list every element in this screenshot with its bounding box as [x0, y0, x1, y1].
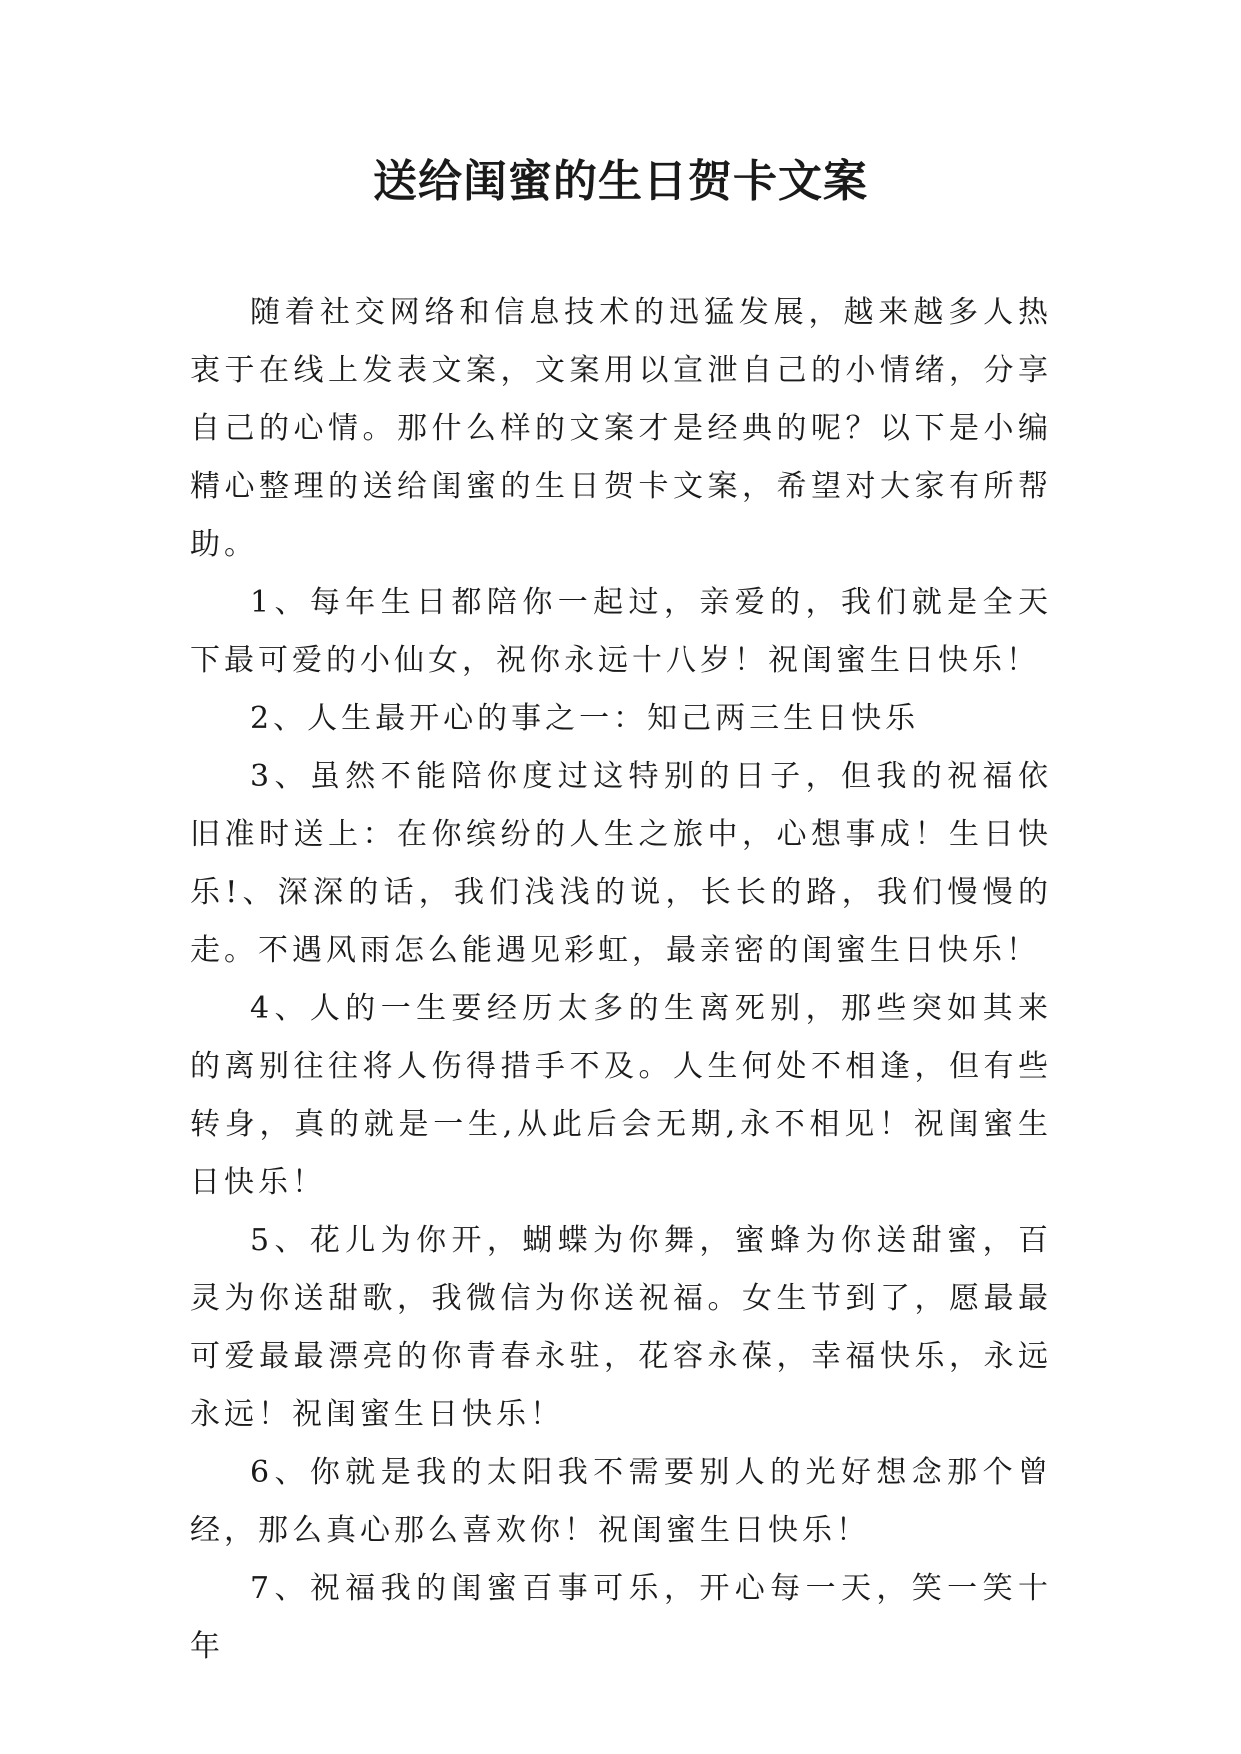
intro-section: [190, 284, 1052, 574]
list-item: 7、祝福我的闺蜜百事可乐，开心每一天，笑一笑十年: [190, 1571, 1052, 1664]
wishes-list: [190, 574, 1052, 1676]
list-item: 1、每年生日都陪你一起过，亲爱的，我们就是全天下最可爱的小仙女，祝你永远十八岁！祝闺蜜生日快乐！: [190, 585, 1052, 678]
list-item: 3、虽然不能陪你度过这特别的日子，但我的祝福依旧准时送上：在你缤纷的人生之旅中，心想事成！生日快乐!、深深的话，我们浅浅的说，长长的路，我们慢慢的走。不遇风雨怎么能遇见彩虹，最亲密的闺蜜生日快乐！: [190, 759, 1052, 968]
list-item: 5、花儿为你开，蝴蝶为你舞，蜜蜂为你送甜蜜，百灵为你送甜歌，我微信为你送祝福。女生节到了，愿最最可爱最最漂亮的你青春永驻，花容永葆，幸福快乐，永远永远！祝闺蜜生日快乐！: [190, 1223, 1052, 1432]
list-item: 6、你就是我的太阳我不需要别人的光好想念那个曾经，那么真心那么喜欢你！祝闺蜜生日快乐！: [190, 1455, 1052, 1548]
list-item: 4、人的一生要经历太多的生离死别，那些突如其来的离别往往将人伤得措手不及。人生何处不相逢，但有些转身，真的就是一生,从此后会无期,永不相见！祝闺蜜生日快乐！: [190, 991, 1052, 1200]
intro-paragraph: 随着社交网络和信息技术的迅猛发展，越来越多人热衷于在线上发表文案，文案用以宣泄自己的小情绪，分享自己的心情。那什么样的文案才是经典的呢？以下是小编精心整理的送给闺蜜的生日贺卡文案，希望对大家有所帮助。: [190, 295, 1052, 562]
document-title: 送给闺蜜的生日贺卡文案: [373, 156, 868, 207]
list-item: 2、人生最开心的事之一：知己两三生日快乐: [250, 701, 920, 736]
